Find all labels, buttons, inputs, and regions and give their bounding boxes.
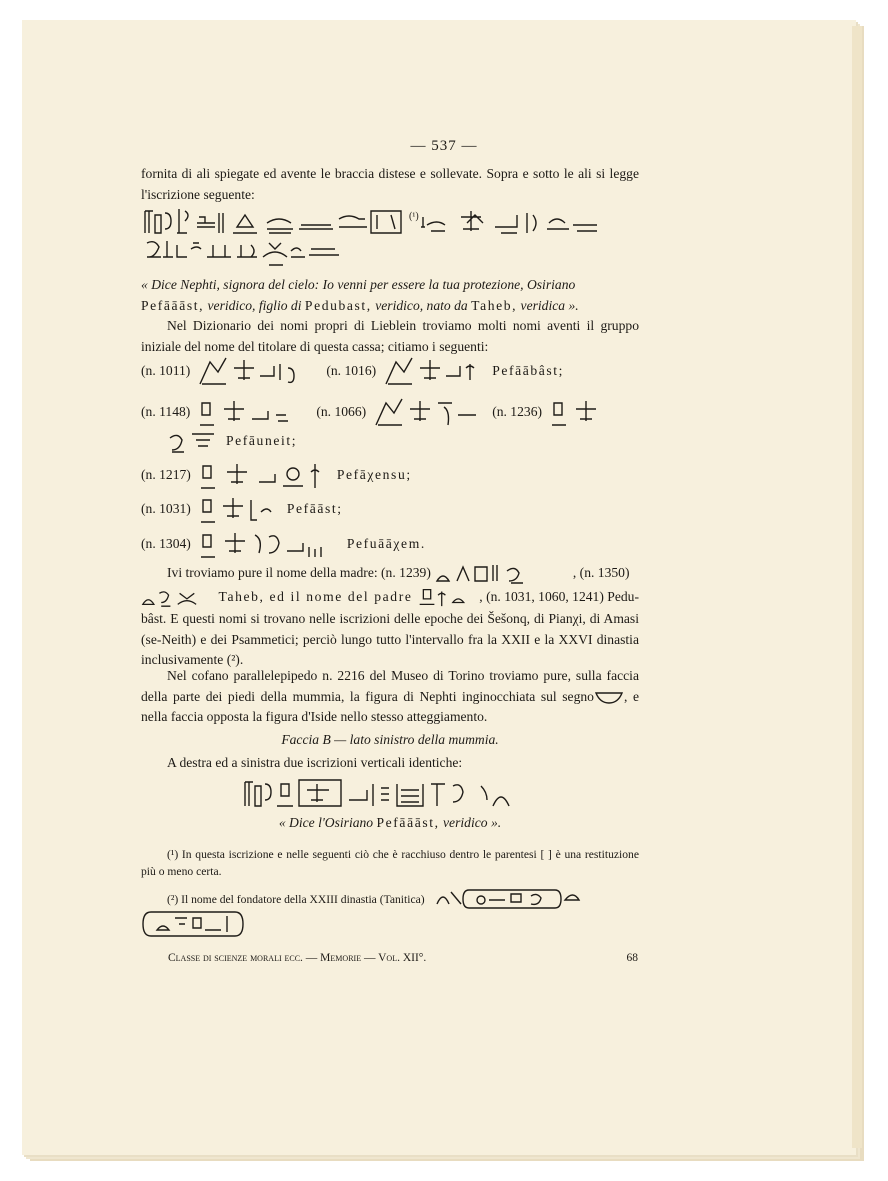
page-footer [168, 952, 638, 964]
paragraph-cofano: Nel cofano parallelepipedo n. 2216 del Museo di Torino troviamo pure, sulla faccia della parte dei piedi della mummia, la figura di Nephti inginocchiata sul segno , e nella faccia opposta la figura d'Iside nello stesso atteggiamento. [141, 668, 639, 724]
hieroglyph-group [199, 492, 279, 526]
name-entry-2-cont: Pefāuneit; [166, 426, 297, 456]
hieroglyph-group [199, 458, 329, 492]
paragraph-parents: Ivi troviamo pure il nome della madre: (n. 1239) , (n. 1350) Taheb, ed il nome del padre , (n. 1031, 1060, 1241) Pedu- bâst. E questi nomi si trovano nelle iscrizioni delle epoche dei Šešonq, di Pianχi, di Amasi (se-Neith) e dei Psammetici; perciò lungo tutto l'intervallo fra la XXII e la XXVI dinastia inclusivamente (²). [141, 561, 639, 671]
page-edge [852, 26, 862, 1148]
page-number: — 537 — [410, 138, 478, 154]
quote-nephti: « Dice Nephti, signora del cielo: Io venni per essere la tua protezione, Osiriano Pefāāāst, veridico, figlio di Pedubast, veridico, nato da Taheb, veridica ». [141, 277, 579, 313]
paragraph-intro: fornita di ali spiegate ed avente le braccia distese e sollevate. Sopra e sotto le ali si legge l'iscrizione seguente: [141, 166, 639, 202]
hieroglyph-group [435, 561, 543, 585]
hieroglyph-group [198, 395, 308, 429]
hieroglyph-group [199, 527, 339, 561]
footer-sheet-number: 68 [626, 952, 638, 964]
hieroglyph-vertical-inscription [241, 776, 531, 812]
name-entry-5: (n. 1304) Pefuāāχem. [141, 527, 426, 561]
quote-osiriano: « Dice l'Osiriano Pefāāāst, veridico ». [278, 815, 502, 830]
hieroglyph-group [374, 395, 484, 429]
name-entry-3: (n. 1217) Pefāχensu; [141, 458, 412, 492]
hieroglyph-group [141, 585, 214, 609]
name-entry-4: (n. 1031) Pefāāst; [141, 492, 343, 526]
hieroglyph-group [384, 354, 484, 388]
footnote-2: (²) Il nome del fondatore della XXIII dinastia (Tanitica) [141, 884, 639, 914]
footnote-marker-1: (¹) [409, 211, 419, 222]
hieroglyph-group [166, 426, 218, 456]
cartouche-footnote [141, 908, 245, 940]
name-entry-2: (n. 1148) (n. 1066) (n. 1236) [141, 395, 600, 429]
cartouche-hieroglyphs [433, 884, 583, 914]
paragraph-verticali: A destra ed a sinistra due iscrizioni verticali identiche: [167, 755, 463, 770]
paragraph-lieblein: Nel Dizionario dei nomi propri di Lieblein troviamo molti nomi aventi il gruppo iniziale del nome del titolare di questa cassa; citiamo i seguenti: [141, 318, 639, 354]
footer-series: Classe di scienze morali ecc. — Memorie — Vol. XII°. [168, 952, 427, 964]
hieroglyph-group [550, 395, 600, 429]
hieroglyph-inscription [141, 205, 641, 273]
nb-basket-sign [594, 689, 624, 705]
section-heading: Faccia B — lato sinistro della mummia. [281, 732, 499, 747]
name-entry-1: (n. 1011) (n. 1016) Pefāābâst; [141, 354, 564, 388]
hieroglyph-group [416, 585, 475, 609]
hieroglyph-group [198, 354, 318, 388]
footnote-1: (¹) In questa iscrizione e nelle seguenti ciò che è racchiuso dentro le parentesi [ ] è una restituzione più o meno certa. [141, 848, 639, 878]
